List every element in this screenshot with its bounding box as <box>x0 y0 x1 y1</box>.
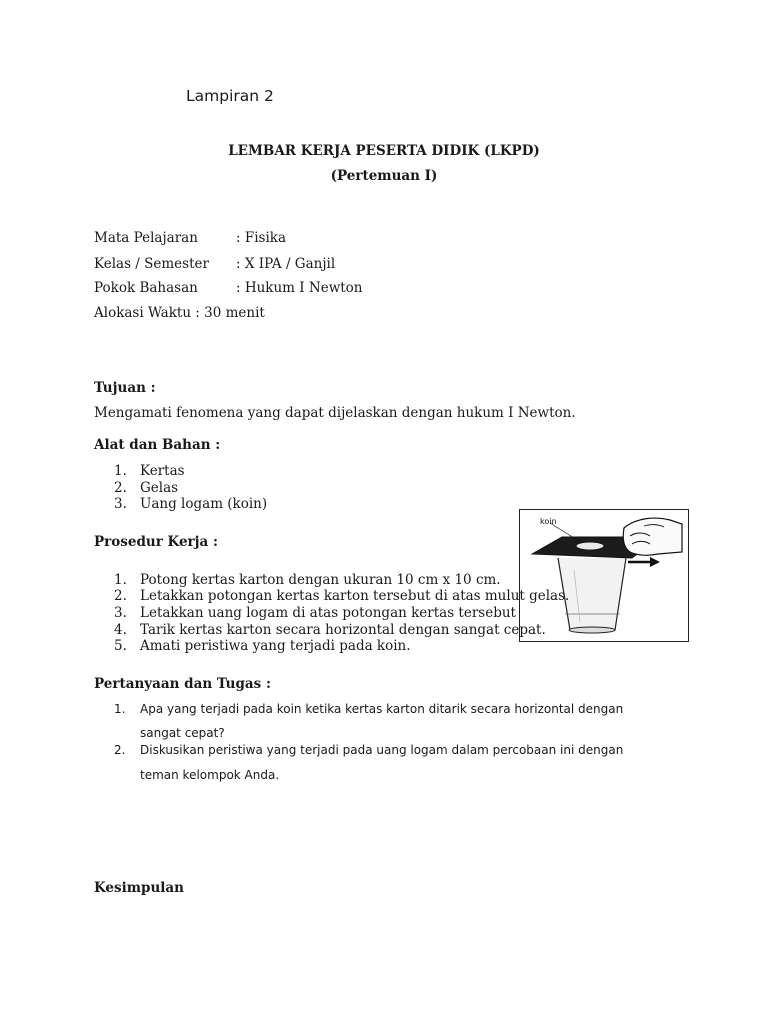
document-title: LEMBAR KERJA PESERTA DIDIK (LKPD) <box>228 143 540 159</box>
list-item: Kertas <box>140 463 185 479</box>
list-number: 3. <box>114 496 127 512</box>
question-line: Diskusikan peristiwa yang terjadi pada uang logam dalam percobaan ini dengan <box>140 743 624 757</box>
tujuan-text: Mengamati fenomena yang dapat dijelaskan dengan hukum I Newton. <box>94 405 576 421</box>
list-item: Tarik kertas karton secara horizontal dengan sangat cepat. <box>140 622 546 638</box>
list-number: 3. <box>114 605 127 621</box>
question-line: teman kelompok Anda. <box>140 768 280 782</box>
list-number: 4. <box>114 622 127 638</box>
list-item: Letakkan uang logam di atas potongan kertas tersebut <box>140 605 516 621</box>
info-label-class: Kelas / Semester <box>94 256 209 272</box>
info-value-class: : X IPA / Ganjil <box>236 256 336 272</box>
list-number: 2. <box>114 588 127 604</box>
list-number: 1. <box>114 702 126 716</box>
list-item: Potong kertas karton dengan ukuran 10 cm x 10 cm. <box>140 572 501 588</box>
session-subtitle: (Pertemuan I) <box>330 168 438 184</box>
section-heading-pertanyaan: Pertanyaan dan Tugas : <box>94 676 271 692</box>
list-number: 1. <box>114 463 127 479</box>
attachment-label: Lampiran 2 <box>186 87 274 105</box>
list-number: 1. <box>114 572 127 588</box>
section-heading-alat: Alat dan Bahan : <box>94 437 221 453</box>
list-item: Amati peristiwa yang terjadi pada koin. <box>140 638 411 654</box>
list-item: Uang logam (koin) <box>140 496 268 512</box>
info-time-allocation: Alokasi Waktu : 30 menit <box>94 305 265 321</box>
coin-label: koin <box>540 517 557 526</box>
list-number: 2. <box>114 743 126 757</box>
list-item: Letakkan potongan kertas karton tersebut di atas mulut gelas. <box>140 588 570 604</box>
section-heading-kesimpulan: Kesimpulan <box>94 880 184 896</box>
list-item: Gelas <box>140 480 179 496</box>
info-value-topic: : Hukum I Newton <box>236 280 363 296</box>
info-value-subject: : Fisika <box>236 230 286 246</box>
section-heading-tujuan: Tujuan : <box>94 380 156 396</box>
list-number: 5. <box>114 638 127 654</box>
question-line: sangat cepat? <box>140 726 225 740</box>
info-label-topic: Pokok Bahasan <box>94 280 198 296</box>
section-heading-prosedur: Prosedur Kerja : <box>94 534 218 550</box>
question-line: Apa yang terjadi pada koin ketika kertas karton ditarik secara horizontal dengan <box>140 702 624 716</box>
info-label-subject: Mata Pelajaran <box>94 230 198 246</box>
list-number: 2. <box>114 480 127 496</box>
